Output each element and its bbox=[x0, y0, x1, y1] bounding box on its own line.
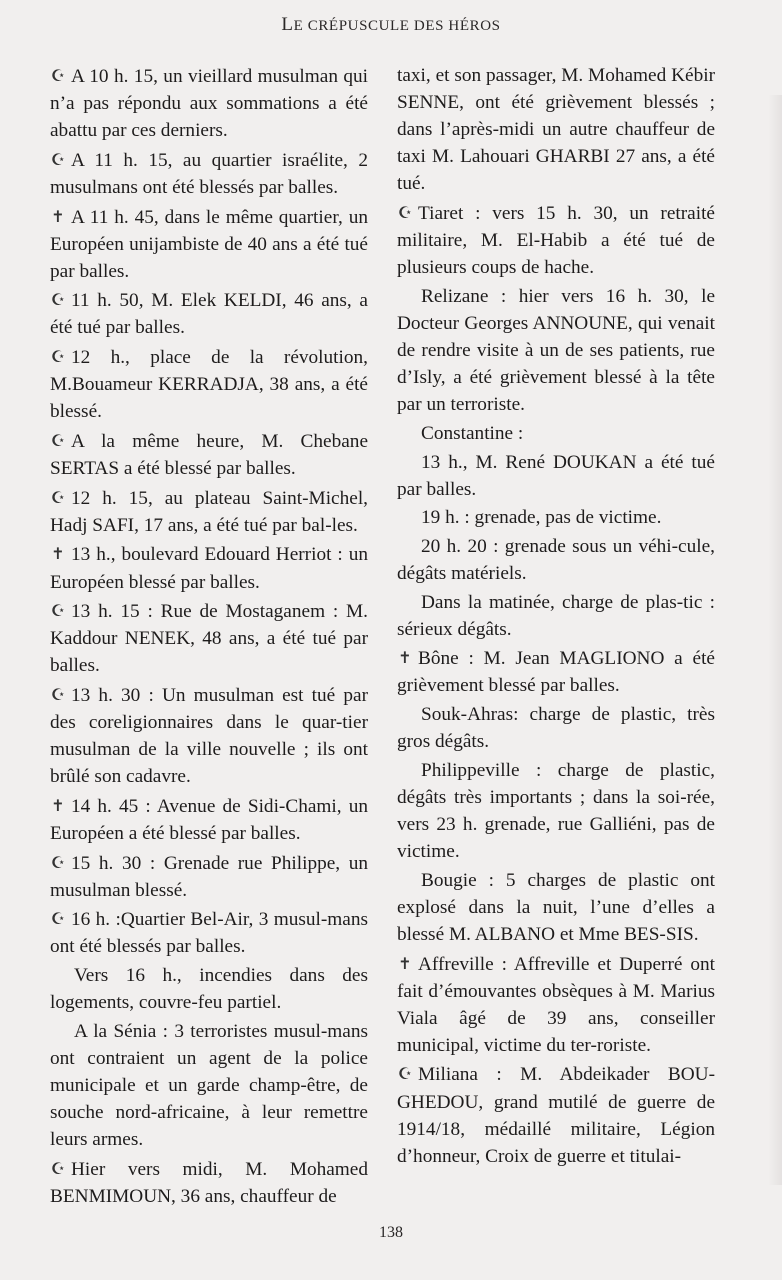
entry-text: 16 h. :Quartier Bel-Air, 3 musul-mans ont été blessés par balles. bbox=[50, 909, 368, 958]
crescent-icon: ☪ bbox=[50, 852, 66, 872]
entry-text: A la Sénia : 3 terroristes musul-mans ont contraient un agent de la police municipale et un garde champ-être, de souche nord-africaine, à leur remettre leurs armes. bbox=[50, 1020, 368, 1151]
entry-text: taxi, et son passager, M. Mohamed Kébir SENNE, ont été grièvement blessés ; dans l’après-midi un autre chauffeur de taxi M. Lahouari GHARBI 27 ans, a été tué. bbox=[397, 65, 715, 195]
entry-paragraph bbox=[397, 950, 715, 1059]
entry-paragraph bbox=[397, 533, 715, 587]
page-edge-shadow bbox=[768, 95, 782, 1185]
entry-text: 13 h. 30 : Un musulman est tué par des coreligionnaires dans le quar-tier musulman de la ville nouvelle ; ils ont brûlé son cadavre. bbox=[50, 684, 368, 788]
page-number: 138 bbox=[379, 1224, 403, 1241]
entry-text: Hier vers midi, M. Mohamed BENMIMOUN, 36 ans, chauffeur de bbox=[50, 1158, 368, 1207]
crescent-icon: ☪ bbox=[50, 66, 66, 85]
entry-paragraph bbox=[50, 597, 368, 679]
entry-text: Philippeville : charge de plastic, dégâts très importants ; dans la soi-rée, vers 23 h. grenade, rue Galliéni, pas de victime. bbox=[397, 759, 715, 863]
entry-text: Bône : M. Jean MAGLIONO a été grièvement blessé par balles. bbox=[397, 648, 715, 697]
entry-text: 14 h. 45 : Avenue de Sidi-Chami, un Européen a été blessé par balles. bbox=[50, 795, 368, 844]
crescent-icon: ☪ bbox=[50, 149, 66, 169]
entry-paragraph bbox=[397, 504, 715, 531]
crescent-icon: ☪ bbox=[50, 909, 66, 929]
entry-paragraph bbox=[50, 1155, 368, 1210]
entry-paragraph bbox=[50, 343, 368, 425]
running-header bbox=[0, 14, 782, 36]
entry-paragraph bbox=[50, 62, 368, 144]
crescent-icon: ☪ bbox=[397, 1064, 413, 1084]
crescent-icon: ☪ bbox=[50, 487, 66, 507]
crescent-icon: ☪ bbox=[50, 601, 66, 621]
crescent-icon: ☪ bbox=[50, 430, 66, 450]
crescent-icon: ☪ bbox=[50, 290, 66, 310]
crescent-icon: ☪ bbox=[50, 1158, 66, 1178]
entry-paragraph bbox=[50, 427, 368, 482]
entry-paragraph bbox=[50, 849, 368, 904]
entry-paragraph bbox=[397, 62, 715, 197]
cross-icon: ✝ bbox=[51, 795, 65, 815]
entry-paragraph bbox=[50, 1018, 368, 1153]
entry-paragraph bbox=[50, 286, 368, 341]
entry-paragraph bbox=[50, 540, 368, 595]
header-initial: L bbox=[281, 14, 294, 35]
entry-text: Vers 16 h., incendies dans des logements, couvre-feu partiel. bbox=[50, 965, 368, 1014]
entry-text: Relizane : hier vers 16 h. 30, le Docteur Georges ANNOUNE, qui venait de rendre visite à un de ses patients, rue d’Isly, a été grièvement blessé à la tête par un terroriste. bbox=[397, 285, 715, 416]
entry-text: 11 h. 50, M. Elek KELDI, 46 ans, a été tué par balles. bbox=[50, 290, 368, 339]
entry-text: Bougie : 5 charges de plastic ont explosé dans la nuit, l’une d’elles a blessé M. ALBANO et Mme BES-SIS. bbox=[397, 869, 715, 945]
entry-paragraph bbox=[50, 905, 368, 960]
entry-paragraph bbox=[397, 644, 715, 699]
entry-paragraph bbox=[397, 449, 715, 503]
entry-text: 12 h. 15, au plateau Saint-Michel, Hadj SAFI, 17 ans, a été tué par bal-les. bbox=[50, 487, 368, 536]
entry-text: 15 h. 30 : Grenade rue Philippe, un musulman blessé. bbox=[50, 852, 368, 901]
cross-icon: ✝ bbox=[398, 953, 412, 973]
entry-text: Souk-Ahras: charge de plastic, très gros dégâts. bbox=[397, 704, 715, 753]
entry-text: 20 h. 20 : grenade sous un véhi-cule, dégâts matériels. bbox=[397, 535, 715, 584]
entry-paragraph bbox=[397, 420, 715, 447]
entry-text: A 11 h. 45, dans le même quartier, un Européen unijambiste de 40 ans a été tué par balles. bbox=[50, 206, 368, 282]
entry-paragraph bbox=[50, 203, 368, 285]
entry-paragraph bbox=[50, 484, 368, 539]
cross-icon: ✝ bbox=[51, 206, 65, 226]
entry-text: Miliana : M. Abdeikader BOU-GHEDOU, grand mutilé de guerre de 1914/18, médaillé militaire, Légion d’honneur, Croix de guerre et titulai- bbox=[397, 1064, 715, 1167]
crescent-icon: ☪ bbox=[397, 203, 413, 223]
entry-paragraph bbox=[50, 146, 368, 201]
entry-paragraph bbox=[50, 792, 368, 847]
entry-paragraph bbox=[397, 757, 715, 865]
cross-icon: ✝ bbox=[398, 648, 412, 668]
left-column bbox=[50, 62, 368, 1212]
entry-text: Affreville : Affreville et Duperré ont fait d’émouvantes obsèques à M. Marius Viala âgé de 39 ans, conseiller municipal, victime du ter-roriste. bbox=[397, 953, 715, 1056]
entry-paragraph bbox=[397, 701, 715, 755]
crescent-icon: ☪ bbox=[50, 347, 66, 367]
entry-text: Constantine : bbox=[421, 422, 524, 444]
entry-text: A 11 h. 15, au quartier israélite, 2 musulmans ont été blessés par balles. bbox=[50, 149, 368, 198]
entry-text: 19 h. : grenade, pas de victime. bbox=[421, 507, 662, 529]
entry-text: A 10 h. 15, un vieillard musulman qui n’a pas répondu aux sommations a été abattu par ces derniers. bbox=[50, 66, 368, 142]
entry-text: 13 h. 15 : Rue de Mostaganem : M. Kaddour NENEK, 48 ans, a été tué par balles. bbox=[50, 601, 368, 677]
entry-text: Dans la matinée, charge de plas-tic : sérieux dégâts. bbox=[397, 591, 715, 640]
entry-paragraph bbox=[397, 1060, 715, 1169]
crescent-icon: ☪ bbox=[50, 684, 66, 704]
entry-text: A la même heure, M. Chebane SERTAS a été blessé par balles. bbox=[50, 430, 368, 480]
entry-paragraph bbox=[397, 867, 715, 948]
entry-paragraph bbox=[397, 199, 715, 281]
entry-text: Tiaret : vers 15 h. 30, un retraité militaire, M. El-Habib a été tué de plusieurs coups de hache. bbox=[397, 203, 715, 279]
header-title-rest: E CRÉPUSCULE DES HÉROS bbox=[293, 18, 501, 34]
entry-text: 12 h., place de la révolution, M.Bouameur KERRADJA, 38 ans, a été blessé. bbox=[50, 347, 368, 423]
right-column bbox=[397, 62, 715, 1171]
entry-paragraph bbox=[50, 962, 368, 1016]
entry-paragraph bbox=[50, 681, 368, 790]
cross-icon: ✝ bbox=[51, 544, 65, 564]
entry-text: 13 h., M. René DOUKAN a été tué par balles. bbox=[397, 451, 715, 500]
entry-text: 13 h., boulevard Edouard Herriot : un Européen blessé par balles. bbox=[50, 544, 368, 593]
entry-paragraph bbox=[397, 589, 715, 643]
entry-paragraph bbox=[397, 283, 715, 418]
